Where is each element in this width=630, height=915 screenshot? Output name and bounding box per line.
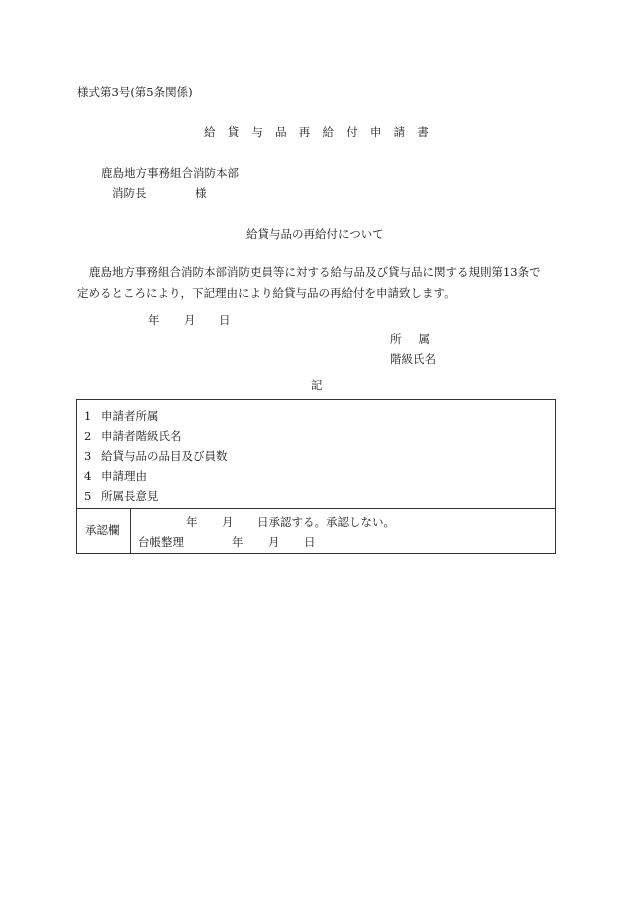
body-text-line-2: 定めるところにより，下記理由により給貸与品の再給付を申請致します。 <box>77 286 456 300</box>
ledger-label: 台帳整理 <box>138 535 184 549</box>
ledger-month-label: 月 <box>268 535 280 549</box>
item-label: 申請者所属 <box>101 409 159 423</box>
ki-heading: 記 <box>311 378 323 392</box>
addressee-title: 消防長 <box>112 186 147 200</box>
approval-month-label: 月 <box>222 515 234 529</box>
item-label: 申請者階級氏名 <box>101 429 182 443</box>
item-number: 4 <box>84 469 92 483</box>
item-number: 1 <box>84 409 92 423</box>
date-day-label: 日 <box>219 313 231 327</box>
list-item <box>84 431 182 443</box>
list-item <box>84 491 159 503</box>
applicant-rank-name-label: 階級氏名 <box>390 352 436 366</box>
item-label: 所属長意見 <box>101 489 159 503</box>
details-table <box>76 399 556 554</box>
list-item <box>84 411 159 423</box>
approval-label: 承認欄 <box>85 523 120 537</box>
document-title: 給貸与品再給付申請書 <box>204 125 441 139</box>
approval-decision-text: 日承認する。承認しない。 <box>257 515 395 529</box>
addressee-honorific: 様 <box>195 186 207 200</box>
item-number: 3 <box>84 449 92 463</box>
applicant-affiliation-label: 所属 <box>390 332 447 346</box>
date-year-label: 年 <box>148 313 160 327</box>
item-label: 給貸与品の品目及び員数 <box>101 449 228 463</box>
body-text-line-1: 鹿島地方事務組合消防本部消防吏員等に対する給与品及び貸与品に関する規則第13条で <box>89 265 541 279</box>
item-number: 5 <box>84 489 92 503</box>
list-item <box>84 471 147 483</box>
item-number: 2 <box>84 429 92 443</box>
ledger-day-label: 日 <box>304 535 316 549</box>
form-number: 様式第3号(第5条関係) <box>77 85 193 99</box>
subject-line: 給貸与品の再給付について <box>246 227 384 241</box>
date-month-label: 月 <box>184 313 196 327</box>
items-section <box>77 400 555 509</box>
item-label: 申請理由 <box>101 469 147 483</box>
approval-year-label: 年 <box>186 515 198 529</box>
ledger-year-label: 年 <box>232 535 244 549</box>
addressee-organization: 鹿島地方事務組合消防本部 <box>101 166 239 180</box>
approval-section-label-cell <box>77 508 131 554</box>
list-item <box>84 451 228 463</box>
